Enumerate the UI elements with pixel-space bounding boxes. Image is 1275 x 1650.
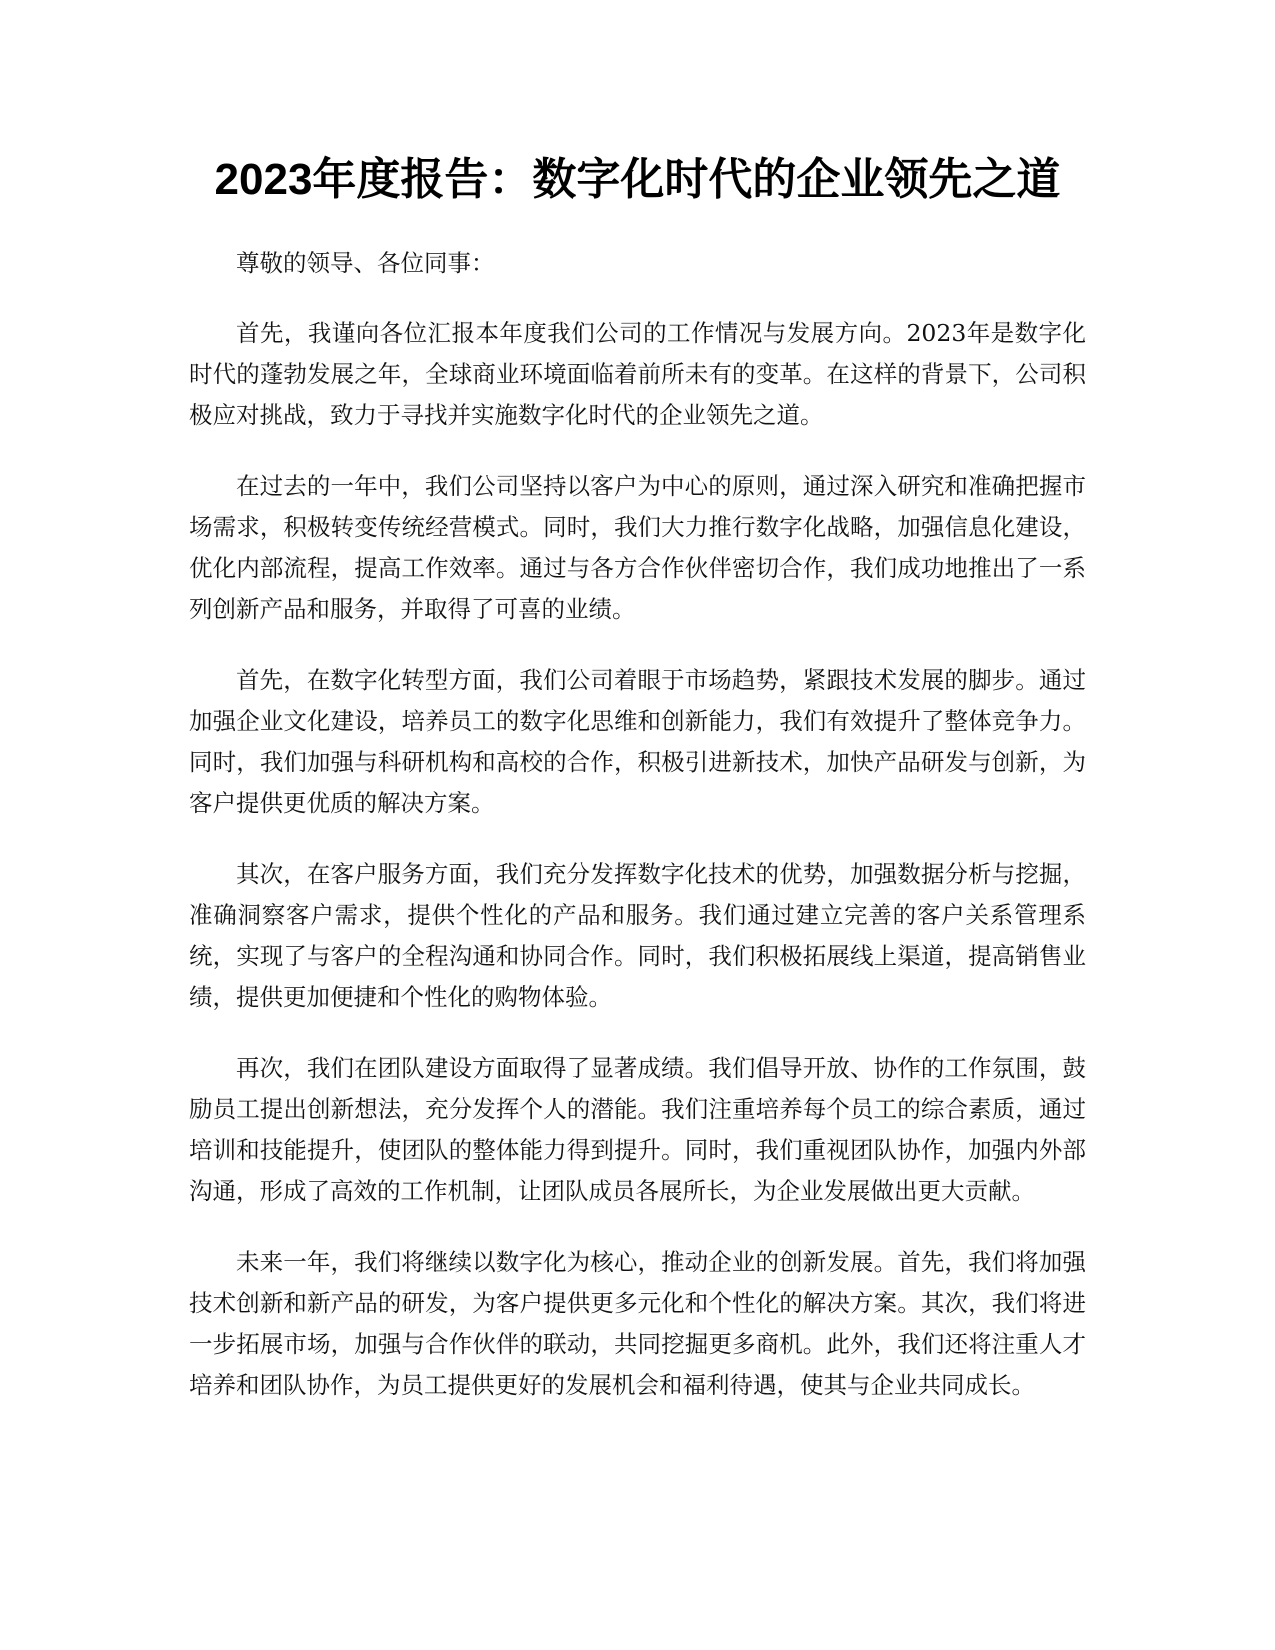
document-body [189, 243, 1086, 1436]
paragraph-future-plans: 未来一年，我们将继续以数字化为核心，推动企业的创新发展。首先，我们将加强技术创新和新产品的研发，为客户提供更多元化和个性化的解决方案。其次，我们将进一步拓展市场，加强与合作伙伴的联动，共同挖掘更多商机。此外，我们还将注重人才培养和团队协作，为员工提供更好的发展机会和福利待遇，使其与企业共同成长。 [189, 1248, 1086, 1399]
paragraph-past-year: 在过去的一年中，我们公司坚持以客户为中心的原则，通过深入研究和准确把握市场需求，积极转变传统经营模式。同时，我们大力推行数字化战略，加强信息化建设，优化内部流程，提高工作效率。通过与各方合作伙伴密切合作，我们成功地推出了一系列创新产品和服务，并取得了可喜的业绩。 [189, 472, 1086, 623]
page-title: 2023年度报告：数字化时代的企业领先之道 [214, 155, 1061, 204]
paragraph-team-building: 再次，我们在团队建设方面取得了显著成绩。我们倡导开放、协作的工作氛围，鼓励员工提出创新想法，充分发挥个人的潜能。我们注重培养每个员工的综合素质，通过培训和技能提升，使团队的整体能力得到提升。同时，我们重视团队协作，加强内外部沟通，形成了高效的工作机制，让团队成员各展所长，为企业发展做出更大贡献。 [189, 1054, 1086, 1205]
paragraph-intro: 首先，我谨向各位汇报本年度我们公司的工作情况与发展方向。2023年是数字化时代的蓬勃发展之年，全球商业环境面临着前所未有的变革。在这样的背景下，公司积极应对挑战，致力于寻找并实施数字化时代的企业领先之道。 [189, 319, 1086, 429]
paragraph-digital-transformation: 首先，在数字化转型方面，我们公司着眼于市场趋势，紧跟技术发展的脚步。通过加强企业文化建设，培养员工的数字化思维和创新能力，我们有效提升了整体竞争力。同时，我们加强与科研机构和高校的合作，积极引进新技术，加快产品研发与创新，为客户提供更优质的解决方案。 [189, 666, 1086, 817]
salutation: 尊敬的领导、各位同事： [236, 249, 495, 277]
paragraph-customer-service: 其次，在客户服务方面，我们充分发挥数字化技术的优势，加强数据分析与挖掘，准确洞察客户需求，提供个性化的产品和服务。我们通过建立完善的客户关系管理系统，实现了与客户的全程沟通和协同合作。同时，我们积极拓展线上渠道，提高销售业绩，提供更加便捷和个性化的购物体验。 [189, 860, 1086, 1011]
